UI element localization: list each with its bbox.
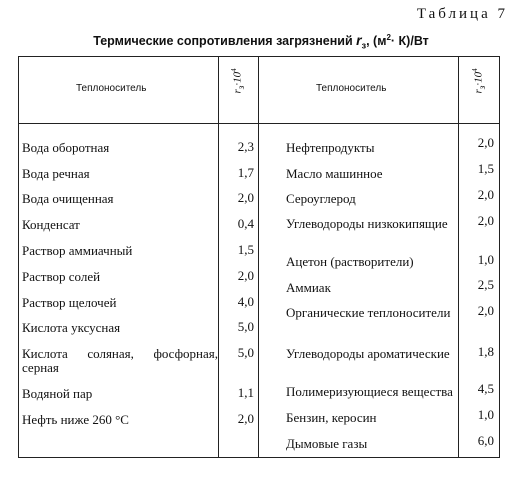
table-row-name: Вода оборотная <box>22 140 110 155</box>
table-row-name: Органические теплоносители <box>286 305 451 320</box>
table-row-name: Вода очищенная <box>22 191 114 206</box>
table-row-value: 4,5 <box>477 381 494 396</box>
table-row-name: Сероуглерод <box>286 191 356 206</box>
table-row-name: Водяной пар <box>22 386 93 401</box>
table-row-name: Аммиак <box>286 280 331 295</box>
table-row-value: 1,0 <box>477 407 494 422</box>
table-row-name: Кислота уксусная <box>22 320 121 335</box>
caption-text: Термические сопротивления загрязнений <box>93 34 353 48</box>
table-row-name: Вода речная <box>22 166 90 181</box>
table-row-name: Конденсат <box>22 217 80 232</box>
table-row-value: 2,5 <box>477 277 494 292</box>
table-row-name: Нефтепродукты <box>286 140 375 155</box>
table-row-name: Углеводороды ароматические <box>286 346 450 361</box>
table-row-name: Полимеризующиеся вещества <box>286 384 453 399</box>
table-row-name: Раствор солей <box>22 269 101 284</box>
table-row-value: 5,0 <box>237 319 254 334</box>
caption-units-suffix: · К)/Вт <box>390 34 429 48</box>
table-row-name: Кислота соляная, фосфорная, серная <box>22 346 218 375</box>
header-left-value <box>230 61 246 101</box>
table-row-value: 1,7 <box>237 165 254 180</box>
table-row-name: Дымовые газы <box>286 436 368 451</box>
table-row-value: 1,5 <box>477 161 494 176</box>
table-row-value: 4,0 <box>237 294 254 309</box>
caption-units: , (м <box>366 34 387 48</box>
column-divider <box>258 57 259 457</box>
header-sup: 4 <box>471 68 480 72</box>
table-row-value: 2,3 <box>237 139 254 154</box>
header-mult: ·10 <box>231 71 244 86</box>
header-sup: 4 <box>230 68 239 72</box>
caption-subscript: з <box>361 40 367 51</box>
table-row-value: 2,0 <box>477 135 494 150</box>
table-row-value: 6,0 <box>477 433 494 448</box>
header-mult: ·10 <box>472 71 485 86</box>
table-row-name: Масло машинное <box>286 166 383 181</box>
table-row-value: 1,8 <box>477 344 494 359</box>
table-row-value: 0,4 <box>237 216 254 231</box>
table-row-value: 2,0 <box>237 268 254 283</box>
table-row-value: 2,0 <box>477 303 494 318</box>
table-caption <box>0 32 522 51</box>
table-row-value: 1,5 <box>237 242 254 257</box>
table-row-value: 5,0 <box>237 345 254 360</box>
table-row-value: 2,0 <box>237 411 254 426</box>
header-left-name: Теплоноситель <box>76 83 147 94</box>
header-sub: з <box>235 85 246 90</box>
header-symbol: r <box>231 89 244 94</box>
table-row-value: 2,0 <box>477 187 494 202</box>
table-row-name: Раствор аммиачный <box>22 243 133 258</box>
header-divider <box>18 123 500 124</box>
column-divider <box>218 57 219 457</box>
table-row-value: 1,0 <box>477 252 494 267</box>
header-right-name: Теплоноситель <box>316 83 387 94</box>
table-label: Таблица 7 <box>416 6 508 22</box>
table-row-value: 1,1 <box>237 385 254 400</box>
table-border-left <box>18 57 19 457</box>
table-row-name: Ацетон (растворители) <box>286 254 414 269</box>
table-row-name: Нефть ниже 260 °С <box>22 412 129 427</box>
table-row-name: Раствор щелочей <box>22 295 117 310</box>
table-row-name: Углеводороды низкокипящие <box>286 216 448 231</box>
header-symbol: r <box>472 89 485 94</box>
table-row-name: Бензин, керосин <box>286 410 377 425</box>
table-border-right <box>499 57 500 457</box>
table-row-value: 2,0 <box>477 213 494 228</box>
caption-units-sup: 2 <box>386 32 391 42</box>
table-row-value: 2,0 <box>237 190 254 205</box>
caption-symbol: r <box>356 32 362 48</box>
resistance-table <box>18 56 500 458</box>
header-right-value <box>471 61 487 101</box>
header-sub: з <box>476 85 487 90</box>
